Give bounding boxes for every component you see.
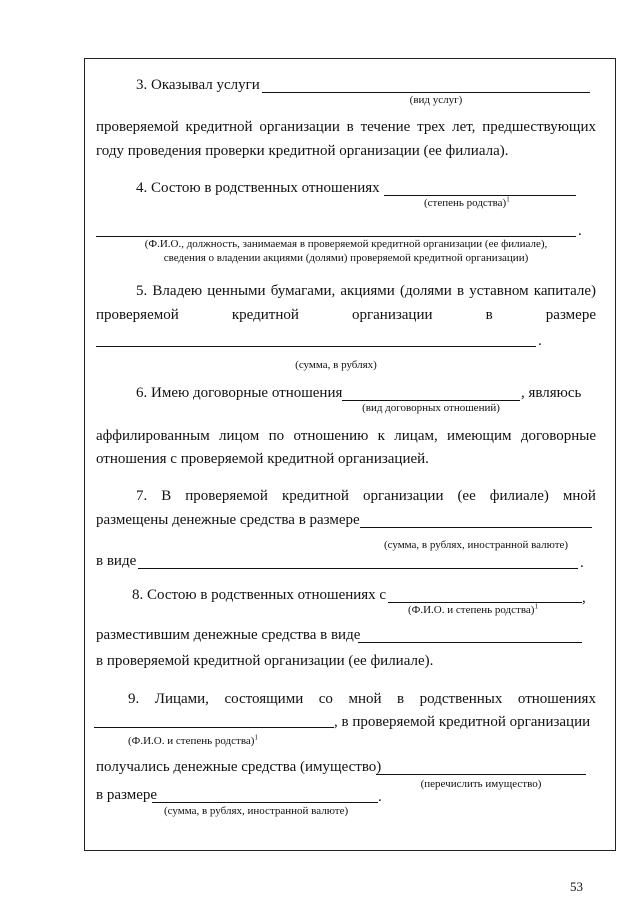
item9-word: родственных xyxy=(419,691,503,707)
item9-property-field[interactable] xyxy=(376,774,586,775)
item7-period: . xyxy=(580,555,584,571)
item8-footnote-mark: 1 xyxy=(534,602,538,611)
item6-label: 6. Имею договорные отношения xyxy=(136,385,343,401)
item9-word: 9. xyxy=(128,691,140,707)
item5-line1: 5. Владею ценными бумагами, акциями (долями в уставном капитале) xyxy=(136,283,596,299)
item8-person-field[interactable] xyxy=(388,602,582,603)
item9-footnote-mark: 1 xyxy=(254,733,258,742)
item8-comma: , xyxy=(582,590,586,606)
item8-line3: в проверяемой кредитной организации (ее филиале). xyxy=(96,653,434,669)
item8-caption: (Ф.И.О. и степень родства)$^1$ xyxy=(408,602,538,616)
item5-caption: (сумма, в рублях) xyxy=(295,359,377,371)
item9-word: со xyxy=(318,691,333,707)
item9-line1 xyxy=(128,690,596,708)
item7-word: (ее xyxy=(457,488,476,504)
item7-line1 xyxy=(136,487,596,505)
item7-word: кредитной xyxy=(281,488,349,504)
page-number: 53 xyxy=(570,879,583,894)
item5-word: кредитной xyxy=(231,307,299,323)
item6-line3: отношения с проверяемой кредитной организацией. xyxy=(96,451,429,467)
item4-footnote-mark: 1 xyxy=(506,195,510,204)
item4-caption: (степень родства)$^1$ xyxy=(424,195,510,209)
item9-line4: в размере xyxy=(96,787,158,803)
item7-word: В xyxy=(161,488,172,504)
item9-word: отношениях xyxy=(517,691,596,707)
item7-line3: в виде xyxy=(96,553,137,569)
item7-word: филиале) xyxy=(489,488,549,504)
item9-line3: получались денежные средства (имущество) xyxy=(96,759,382,775)
item5-period: . xyxy=(538,333,542,349)
item7-caption: (сумма, в рублях, иностранной валюте) xyxy=(383,539,569,551)
item9-word: мной xyxy=(348,691,382,707)
item9-amount-field[interactable] xyxy=(152,802,378,803)
item4-caption2: (Ф.И.О., должность, занимаемая в проверяемой кредитной организации (ее филиале), xyxy=(144,238,548,250)
item8-line2: разместившим денежные средства в виде xyxy=(96,627,361,643)
item7-amount-field[interactable] xyxy=(360,527,592,528)
item9-caption3: (сумма, в рублях, иностранной валюте) xyxy=(164,805,349,817)
item6-caption: (вид договорных отношений) xyxy=(362,402,500,414)
item5-amount-field[interactable] xyxy=(96,346,536,347)
item4-period: . xyxy=(578,223,582,239)
item9-caption: (Ф.И.О. и степень родства)$^1$ xyxy=(128,733,258,747)
item9-caption2: (перечислить имущество) xyxy=(420,778,542,790)
item3-line3: году проведения проверки кредитной организации (ее филиала). xyxy=(96,143,509,159)
item7-word: организации xyxy=(362,488,444,504)
item8-label: 8. Состою в родственных отношениях с xyxy=(132,587,387,603)
item6-contract-field[interactable] xyxy=(342,400,520,401)
item9-word: Лицами, xyxy=(154,691,209,707)
item7-line2: размещены денежные средства в размере xyxy=(96,512,360,528)
item3-label: 3. Оказывал услуги xyxy=(136,77,260,93)
item5-word: размере xyxy=(545,307,596,323)
item7-word: 7. xyxy=(136,488,148,504)
item6-line2: аффилированным лицом по отношению к лицам, имеющим договорные xyxy=(96,428,596,444)
item9-line2: , в проверяемой кредитной организации xyxy=(334,714,591,730)
item9-word: состоящими xyxy=(224,691,304,707)
item4-relation-field[interactable] xyxy=(384,195,576,196)
item7-word: мной xyxy=(562,488,596,504)
item8-form-field[interactable] xyxy=(358,642,582,643)
item7-word: проверяемой xyxy=(185,488,268,504)
item9-period: . xyxy=(378,789,382,805)
item9-word: в xyxy=(397,691,405,707)
item7-form-field[interactable] xyxy=(138,568,578,569)
item4-person-field[interactable] xyxy=(96,236,576,237)
item5-word: в xyxy=(485,307,493,323)
item4-label: 4. Состою в родственных отношениях xyxy=(136,180,380,196)
item5-line2 xyxy=(96,306,596,324)
item6-tail: , являюсь xyxy=(521,385,582,401)
item3-services-field[interactable] xyxy=(262,92,590,93)
item5-word: проверяемой xyxy=(96,307,179,323)
item3-caption: (вид услуг) xyxy=(409,94,463,106)
item5-word: организации xyxy=(351,307,433,323)
item4-caption3: сведения о владении акциями (долями) проверяемой кредитной организации) xyxy=(163,252,529,264)
item9-persons-field[interactable] xyxy=(94,727,334,728)
item3-line2: проверяемой кредитной организации в течение трех лет, предшествующих xyxy=(96,119,596,135)
